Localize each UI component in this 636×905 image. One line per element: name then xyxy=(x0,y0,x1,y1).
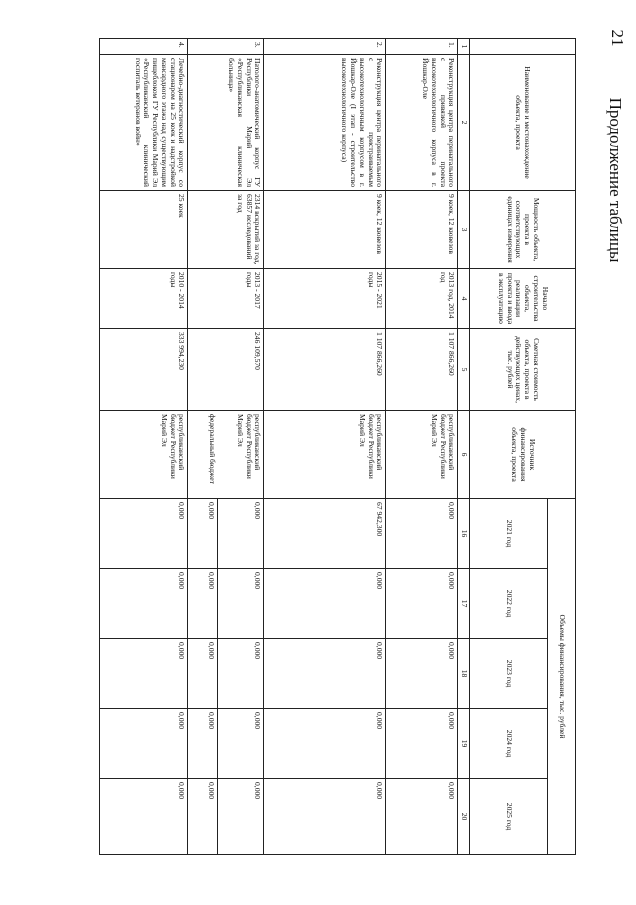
col-capacity-header: Мощность объекта, проекта в соответствующих единицах измерения xyxy=(470,191,576,269)
table-row xyxy=(386,39,458,855)
funding-value: 0,000 xyxy=(100,569,188,639)
funding-value: 0,000 xyxy=(188,779,218,855)
col-year-header: 2022 год xyxy=(470,569,548,639)
column-number: 17 xyxy=(458,569,470,639)
funding-value: 0,000 xyxy=(218,499,264,569)
funding-value: 0,000 xyxy=(218,639,264,709)
table-row xyxy=(264,39,386,855)
funding-value: 0,000 xyxy=(100,639,188,709)
funding-value: 0,000 xyxy=(386,499,458,569)
funding-value: 0,000 xyxy=(188,499,218,569)
object-start: 2015 - 2021 годы xyxy=(264,269,386,329)
object-name: Реконструкция центра перинатального с пристраиваемым высокотехнологичным корпусом в г. Йошкар-Оле (I этап - строительство высокотехнологичного корпуса) xyxy=(264,55,386,191)
row-number: 3. xyxy=(188,39,264,55)
object-name: Лечебно-диагностический корпус со стационаром на 25 коек и надстройкой мансардного этажа над существующим пищеблоком ГУ Республики Марий Эл «Республиканский клинический госпиталь ветеранов войн» xyxy=(100,55,188,191)
funding-value: 67 942,300 xyxy=(264,499,386,569)
col-year-header: 2024 год xyxy=(470,709,548,779)
col-funding-group-header: Объемы финансирования, тыс. рублей xyxy=(548,499,576,855)
col-year-header: 2023 год xyxy=(470,639,548,709)
funding-value: 0,000 xyxy=(264,639,386,709)
funding-value: 0,000 xyxy=(188,709,218,779)
page-number: 21 xyxy=(608,29,627,47)
funding-value: 0,000 xyxy=(188,639,218,709)
object-start: 2010 - 2014 годы xyxy=(100,269,188,329)
column-number: 6 xyxy=(458,411,470,499)
object-start: 2013 - 2017 годы xyxy=(188,269,264,329)
funding-value: 0,000 xyxy=(386,569,458,639)
table-row xyxy=(100,39,188,855)
funding-source: федеральный бюджет xyxy=(188,411,218,499)
object-cost: 1 107 866,260 xyxy=(386,329,458,411)
object-capacity: 2314 вскрытий за год, 63857 исследований за год xyxy=(188,191,264,269)
object-capacity: 9 коек, 12 кювезов xyxy=(386,191,458,269)
funding-value: 0,000 xyxy=(386,779,458,855)
column-number: 16 xyxy=(458,499,470,569)
column-number: 19 xyxy=(458,709,470,779)
column-number: 2 xyxy=(458,55,470,191)
funding-value: 0,000 xyxy=(188,569,218,639)
table-continuation-heading: Продолжение таблицы xyxy=(606,97,625,263)
funding-value: 0,000 xyxy=(386,639,458,709)
funding-value: 0,000 xyxy=(264,569,386,639)
funding-value: 0,000 xyxy=(100,499,188,569)
object-cost: 333 994,230 xyxy=(100,329,188,411)
col-num-header xyxy=(470,39,576,55)
row-number: 1. xyxy=(386,39,458,55)
rotated-table-area xyxy=(98,38,576,854)
funding-value: 0,000 xyxy=(218,569,264,639)
object-cost: 1 107 866,260 xyxy=(264,329,386,411)
col-year-header: 2025 год xyxy=(470,779,548,855)
object-name: Реконструкция центра перинатального с привязкой проекта высокотехнологичного корпуса в г. Йошкар-Оле xyxy=(386,55,458,191)
funding-source: республиканский бюджет Республики Марий Эл xyxy=(386,411,458,499)
table-row xyxy=(218,39,264,855)
funding-value: 0,000 xyxy=(264,779,386,855)
column-number: 5 xyxy=(458,329,470,411)
object-capacity: 9 коек, 12 кювезов xyxy=(264,191,386,269)
funding-value: 0,000 xyxy=(386,709,458,779)
funding-value: 0,000 xyxy=(264,709,386,779)
object-start: 2013 год, 2014 год xyxy=(386,269,458,329)
col-name-header: Наименование и местонахождение объекта, проекта xyxy=(470,55,576,191)
column-number: 20 xyxy=(458,779,470,855)
col-source-header: Источник финансирования объекта, проекта xyxy=(470,411,576,499)
row-number: 2. xyxy=(264,39,386,55)
object-name: Патолого-анатомический корпус ГУ Республики Марий Эл «Республиканская клиническая больница» xyxy=(188,55,264,191)
funding-value: 0,000 xyxy=(100,779,188,855)
object-cost: 246 109,570 xyxy=(188,329,264,411)
object-capacity: 25 коек xyxy=(100,191,188,269)
col-start-header: Начало строительства объекта, реализации проекта и ввода в эксплуатацию xyxy=(470,269,576,329)
funding-value: 0,000 xyxy=(218,779,264,855)
funding-source: республиканский бюджет Республики Марий Эл xyxy=(218,411,264,499)
funding-source: республиканский бюджет Республики Марий Эл xyxy=(264,411,386,499)
funding-value: 0,000 xyxy=(218,709,264,779)
investment-projects-table xyxy=(99,38,576,855)
col-year-header: 2021 год xyxy=(470,499,548,569)
column-number: 1 xyxy=(458,39,470,55)
row-number: 4. xyxy=(100,39,188,55)
funding-value: 0,000 xyxy=(100,709,188,779)
funding-source: республиканский бюджет Республики Марий Эл xyxy=(100,411,188,499)
column-number: 18 xyxy=(458,639,470,709)
col-cost-header: Сметная стоимость объекта, проекта в действующих ценах, тыс. рублей xyxy=(470,329,576,411)
column-number: 4 xyxy=(458,269,470,329)
column-number: 3 xyxy=(458,191,470,269)
